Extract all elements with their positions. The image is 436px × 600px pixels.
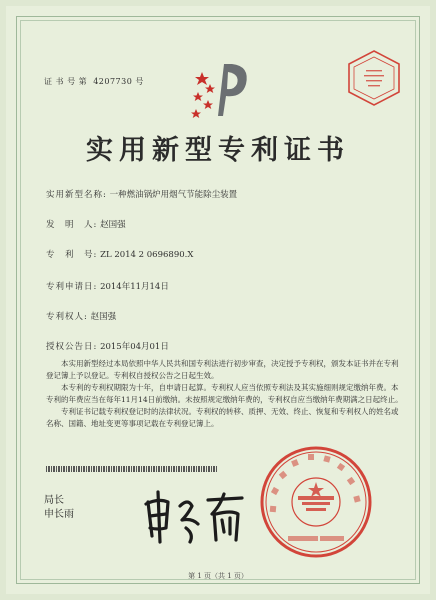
patent-office-logo-icon <box>188 54 258 124</box>
director-title <box>44 494 74 522</box>
filing-date-row <box>46 280 169 292</box>
filing-date-value: 2014年11月14日 <box>100 282 169 292</box>
patent-number-row <box>46 248 193 260</box>
patentee-row <box>46 310 116 322</box>
certificate-title: 实用新型专利证书 <box>86 135 350 166</box>
patent-number-label: 专 利 号: <box>46 250 98 260</box>
patent-number-value: ZL 2014 2 0696890.X <box>100 250 194 260</box>
certificate-page <box>6 6 430 594</box>
grant-date-label: 授权公告日: <box>46 342 98 352</box>
grant-date-row <box>46 340 169 352</box>
certificate-number-label: 证 书 号 第 <box>44 77 88 86</box>
certificate-body-text <box>46 358 404 430</box>
director-title-line2: 申长雨 <box>44 509 74 520</box>
inventor-value: 赵国强 <box>100 220 126 230</box>
page-number: 第 1 页（共 1 页） <box>188 572 248 580</box>
certificate-number-suffix: 号 <box>135 77 144 86</box>
body-paragraph-1: 本实用新型经过本局依照中华人民共和国专利法进行初步审查，决定授予专利权，颁发本证书并在专利登记簿上予以登记。专利权自授权公告之日起生效。 <box>46 359 399 380</box>
certificate-number <box>44 76 144 87</box>
inventor-row <box>46 218 126 230</box>
body-paragraph-2: 本专利的专利权期限为十年，自申请日起算。专利权人应当依照专利法及其实施细则规定缴纳年费。本专利的年费应当在每年11月14日前缴纳。未按照规定缴纳年费的，专利权自应当缴纳年费期满之日起终止。 <box>46 383 403 404</box>
model-name-label: 实用新型名称: <box>46 190 107 200</box>
filing-date-label: 专利申请日: <box>46 282 98 292</box>
model-name-row <box>46 188 237 200</box>
model-name-value: 一种燃油锅炉用烟气节能除尘装置 <box>109 190 238 200</box>
national-ip-office-seal-icon <box>258 444 374 560</box>
small-seal-icon <box>344 48 404 108</box>
director-title-line1: 局长 <box>44 495 64 506</box>
certificate-number-value: 4207730 <box>93 77 133 86</box>
patentee-value: 赵国强 <box>90 312 117 322</box>
director-signature-icon <box>138 484 248 548</box>
body-paragraph-3: 专利证书记载专利权登记时的法律状况。专利权的转移、质押、无效、终止、恢复和专利权人的姓名或名称、国籍、地址变更等事项记载在专利登记簿上。 <box>46 407 399 428</box>
grant-date-value: 2015年04月01日 <box>100 342 169 352</box>
barcode-strip <box>46 466 218 472</box>
inventor-label: 发 明 人: <box>46 220 98 230</box>
patentee-label: 专利权人: <box>46 312 88 322</box>
